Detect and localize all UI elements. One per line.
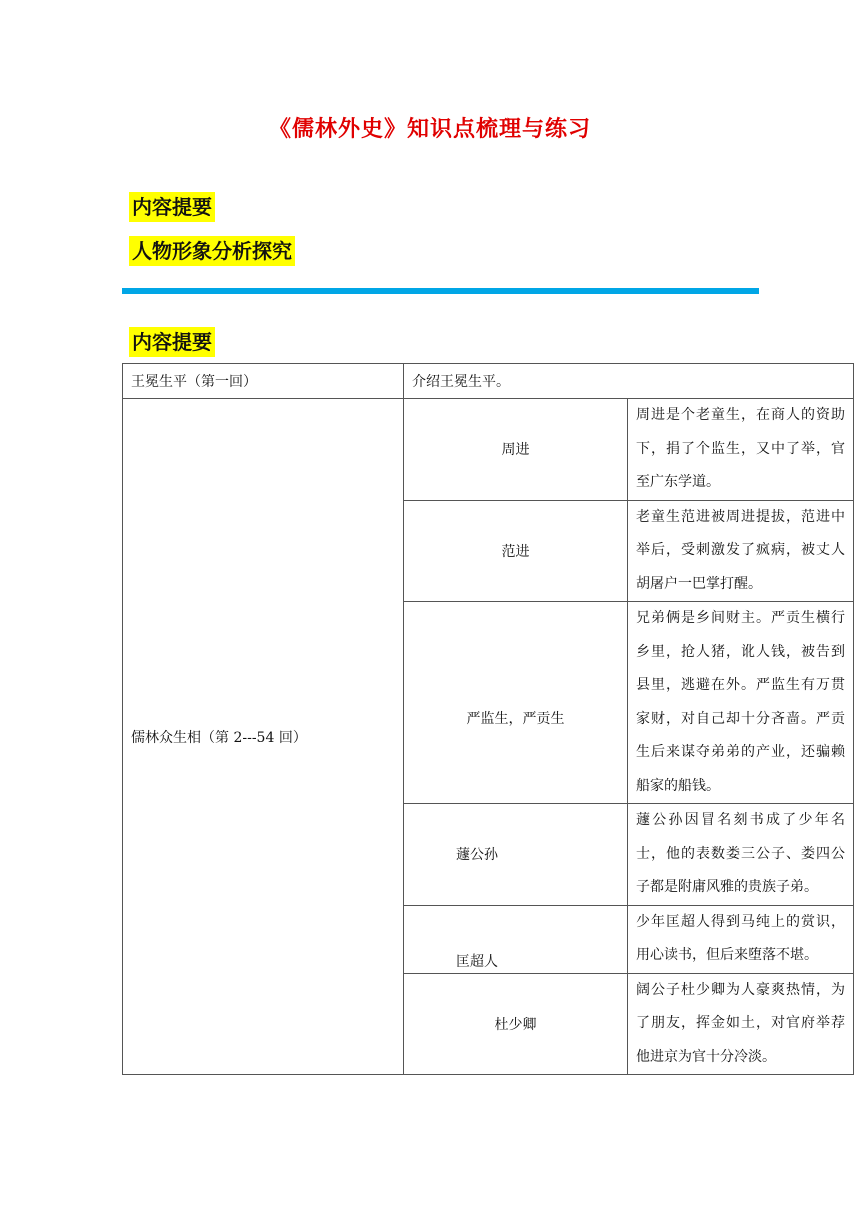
page-title: 《儒林外史》知识点梳理与练习 bbox=[268, 117, 591, 142]
character-name: 范进 bbox=[404, 500, 628, 602]
character-name: 严监生，严贡生 bbox=[404, 602, 628, 804]
character-name: 周进 bbox=[404, 399, 628, 501]
character-name: 杜少卿 bbox=[404, 973, 628, 1075]
character-desc: 少年匡超人得到马纯上的赏识，用心读书，但后来堕落不堪。 bbox=[628, 905, 854, 973]
content-table bbox=[122, 363, 854, 1075]
section-divider bbox=[122, 288, 759, 294]
toc-item-character-analysis[interactable]: 人物形象分析探究 bbox=[129, 236, 295, 266]
table-row bbox=[123, 364, 854, 399]
character-desc: 蘧公孙因冒名刻书成了少年名士，他的表数娄三公子、娄四公子都是附庸风雅的贵族子弟。 bbox=[628, 804, 854, 906]
character-name: 蘧公孙 bbox=[404, 804, 628, 906]
character-desc: 周进是个老童生，在商人的资助下，捐了个监生，又中了举，官至广东学道。 bbox=[628, 399, 854, 501]
row-label-wangmian: 王冕生平（第一回） bbox=[123, 364, 404, 399]
group-label: 儒林众生相（第 2---54 回） bbox=[123, 399, 404, 1075]
table-row bbox=[123, 399, 854, 501]
character-desc: 老童生范进被周进提拔，范进中举后，受刺激发了疯病，被丈人胡屠户一巴掌打醒。 bbox=[628, 500, 854, 602]
character-desc: 阔公子杜少卿为人豪爽热情，为了朋友，挥金如土，对官府举荐他进京为官十分冷淡。 bbox=[628, 973, 854, 1075]
section-heading: 内容提要 bbox=[129, 327, 215, 357]
row-content-wangmian: 介绍王冕生平。 bbox=[404, 364, 854, 399]
toc-item-content-summary[interactable]: 内容提要 bbox=[129, 192, 215, 222]
character-name: 匡超人 bbox=[404, 905, 628, 973]
character-desc: 兄弟俩是乡间财主。严贡生横行乡里，抢人猪，讹人钱，被告到县里，逃避在外。严监生有万贯家财，对自己却十分吝啬。严贡生后来谋夺弟弟的产业，还骗赖船家的船钱。 bbox=[628, 602, 854, 804]
